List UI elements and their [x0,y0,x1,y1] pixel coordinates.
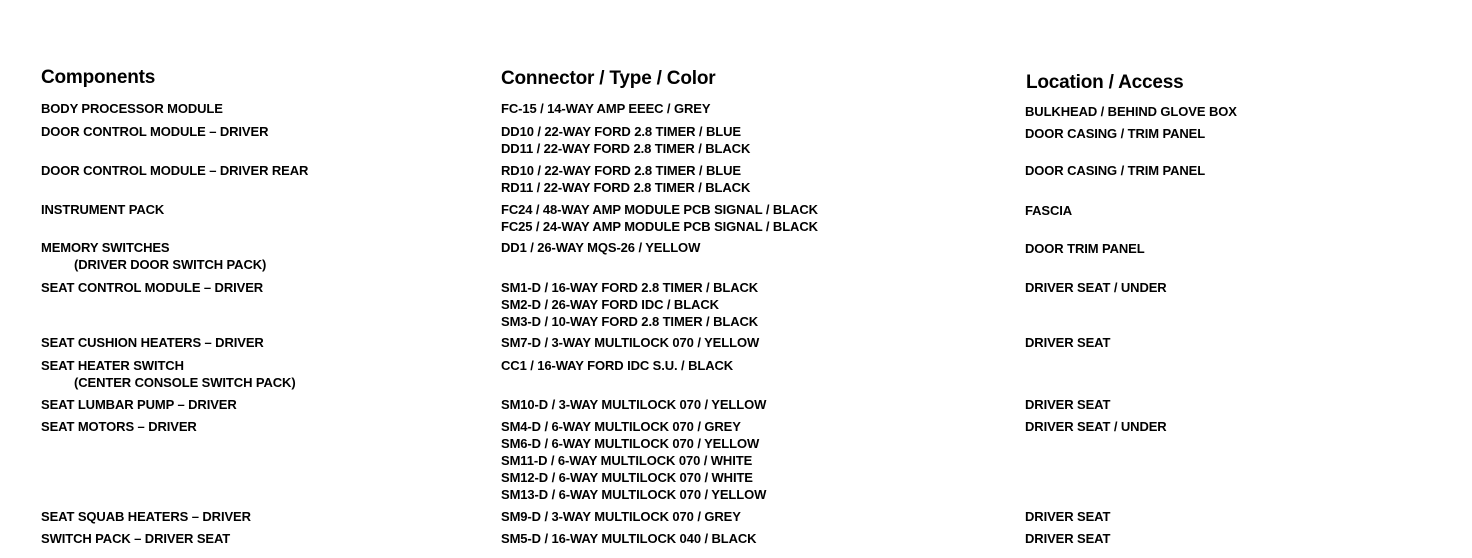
component-text: DOOR CONTROL MODULE – DRIVER REAR [41,163,309,178]
component-cell [41,123,268,140]
component-text: SEAT HEATER SWITCH [41,358,184,373]
component-text: (CENTER CONSOLE SWITCH PACK) [74,375,296,390]
connector-cell [501,279,758,330]
connector-text: DD11 / 22-WAY FORD 2.8 TIMER / BLACK [501,141,751,156]
connector-cell [501,396,766,413]
connector-text: FC25 / 24-WAY AMP MODULE PCB SIGNAL / BLACK [501,219,818,234]
header-connector: Connector / Type / Color [501,68,716,89]
location-cell: DOOR CASING / TRIM PANEL [1025,163,1206,178]
component-cell [41,530,230,547]
component-text: (DRIVER DOOR SWITCH PACK) [74,257,267,272]
connector-cell [501,239,700,256]
connector-text: SM3-D / 10-WAY FORD 2.8 TIMER / BLACK [501,314,759,329]
connector-cell [501,334,759,351]
connector-cell [501,530,756,547]
location-cell: FASCIA [1025,203,1073,218]
connector-cell [501,418,766,503]
connector-text: SM7-D / 3-WAY MULTILOCK 070 / YELLOW [501,335,760,350]
component-cell [41,239,266,273]
component-text: MEMORY SWITCHES [41,240,170,255]
connector-cell [501,508,741,525]
connector-text: RD11 / 22-WAY FORD 2.8 TIMER / BLACK [501,180,751,195]
location-cell: DRIVER SEAT / UNDER [1025,419,1167,434]
component-cell [41,396,237,413]
location-cell: DOOR TRIM PANEL [1025,241,1145,256]
component-cell [41,279,263,296]
connector-text: DD10 / 22-WAY FORD 2.8 TIMER / BLUE [501,124,741,139]
connector-text: SM6-D / 6-WAY MULTILOCK 070 / YELLOW [501,436,760,451]
component-cell [41,418,197,435]
connector-text: FC-15 / 14-WAY AMP EEEC / GREY [501,101,711,116]
connector-cell [501,123,750,157]
component-cell [41,357,296,391]
location-cell: BULKHEAD / BEHIND GLOVE BOX [1025,104,1237,119]
component-cell [41,508,251,525]
location-cell: DOOR CASING / TRIM PANEL [1025,126,1206,141]
component-cell [41,334,264,351]
location-cell: DRIVER SEAT [1025,531,1111,546]
location-cell: DRIVER SEAT [1025,335,1111,350]
connector-text: SM2-D / 26-WAY FORD IDC / BLACK [501,297,719,312]
component-text: SWITCH PACK – DRIVER SEAT [41,531,231,546]
component-text: INSTRUMENT PACK [41,202,165,217]
component-text: DOOR CONTROL MODULE – DRIVER [41,124,269,139]
component-cell [41,100,223,117]
connector-cell [501,201,818,235]
location-cell: DRIVER SEAT [1025,397,1111,412]
connector-cell [501,162,750,196]
header-location: Location / Access [1026,72,1184,93]
connector-text: SM5-D / 16-WAY MULTILOCK 040 / BLACK [501,531,757,546]
connector-cell [501,100,710,117]
connector-text: SM13-D / 6-WAY MULTILOCK 070 / YELLOW [501,487,767,502]
header-components: Components [41,67,156,88]
component-text: SEAT MOTORS – DRIVER [41,419,197,434]
component-text: SEAT CONTROL MODULE – DRIVER [41,280,264,295]
component-cell [41,201,164,218]
connector-text: SM1-D / 16-WAY FORD 2.8 TIMER / BLACK [501,280,759,295]
connector-text: SM12-D / 6-WAY MULTILOCK 070 / WHITE [501,470,753,485]
connector-text: DD1 / 26-WAY MQS-26 / YELLOW [501,240,701,255]
component-text: BODY PROCESSOR MODULE [41,101,223,116]
component-text: SEAT LUMBAR PUMP – DRIVER [41,397,237,412]
location-cell: DRIVER SEAT [1025,509,1111,524]
component-cell [41,162,308,179]
component-text: SEAT CUSHION HEATERS – DRIVER [41,335,264,350]
connector-text: SM10-D / 3-WAY MULTILOCK 070 / YELLOW [501,397,767,412]
connector-text: SM9-D / 3-WAY MULTILOCK 070 / GREY [501,509,741,524]
location-cell: DRIVER SEAT / UNDER [1025,280,1167,295]
connector-text: FC24 / 48-WAY AMP MODULE PCB SIGNAL / BLACK [501,202,818,217]
connector-text: SM4-D / 6-WAY MULTILOCK 070 / GREY [501,419,741,434]
connector-text: SM11-D / 6-WAY MULTILOCK 070 / WHITE [501,453,753,468]
connector-text: CC1 / 16-WAY FORD IDC S.U. / BLACK [501,358,734,373]
component-text: SEAT SQUAB HEATERS – DRIVER [41,509,251,524]
connector-text: RD10 / 22-WAY FORD 2.8 TIMER / BLUE [501,163,741,178]
connector-cell [501,357,733,374]
